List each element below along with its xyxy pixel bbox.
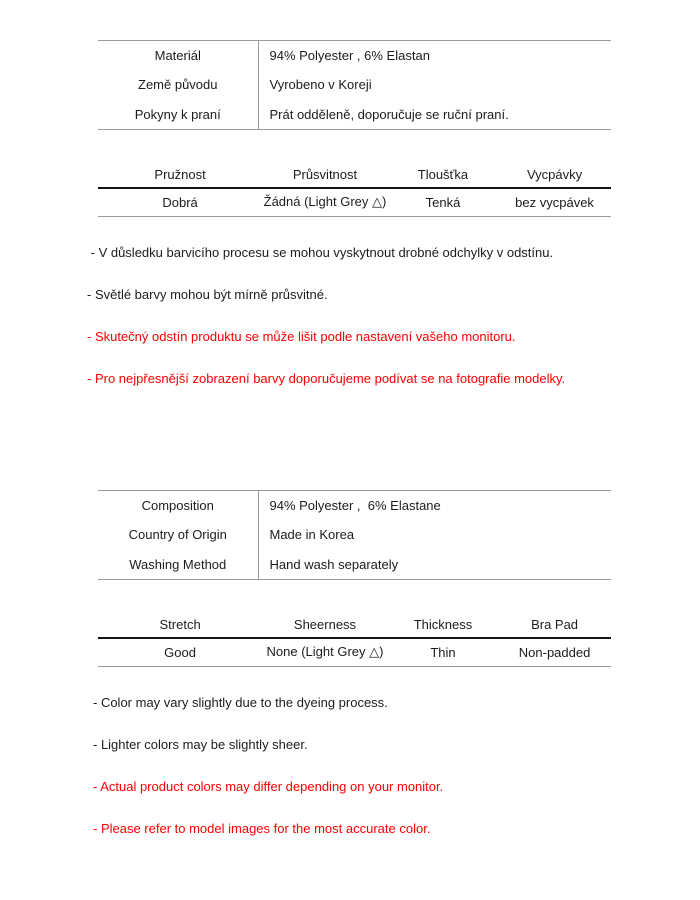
table-row xyxy=(98,41,611,71)
spec-table-en xyxy=(98,612,611,668)
fabric-info-table-cs xyxy=(98,40,611,130)
note: - Skutečný odstín produktu se může lišit podle nastavení vašeho monitoru. xyxy=(87,329,516,344)
spec-header: Průsvitnost xyxy=(262,162,388,188)
product-info-section-czech xyxy=(87,40,611,387)
product-info-content xyxy=(87,0,611,837)
table-row xyxy=(98,638,611,667)
spec-value: None (Light Grey △) xyxy=(266,644,384,660)
spec-value: Tenká xyxy=(425,194,461,210)
info-label: Country of Origin xyxy=(128,527,227,543)
notes-cs xyxy=(87,244,611,387)
spec-value: Thin xyxy=(430,644,456,660)
info-label: Pokyny k praní xyxy=(134,106,221,122)
table-row xyxy=(98,520,611,550)
fabric-info-table-en xyxy=(98,490,611,580)
note: - V důsledku barvicího procesu se mohou vyskytnout drobné odchylky v odstínu. xyxy=(87,245,554,260)
spec-value: Non-padded xyxy=(518,644,591,660)
table-row xyxy=(98,491,611,521)
note: - Please refer to model images for the most accurate color. xyxy=(93,821,431,836)
note: - Světlé barvy mohou být mírně průsvitné. xyxy=(87,287,328,302)
spec-value: Dobrá xyxy=(162,194,198,210)
info-value: Hand wash separately xyxy=(258,550,611,580)
spec-header: Pružnost xyxy=(98,162,262,188)
info-value: Made in Korea xyxy=(258,520,611,550)
spec-header: Thickness xyxy=(388,612,498,638)
info-label: Composition xyxy=(141,498,214,513)
info-value: Vyrobeno v Koreji xyxy=(258,70,611,100)
spec-value: Žádná (Light Grey △) xyxy=(263,194,387,210)
info-value: Prát odděleně, doporučuje se ruční praní. xyxy=(258,100,611,130)
info-label: Země původu xyxy=(138,77,218,93)
spec-value: bez vycpávek xyxy=(515,194,594,210)
spec-header: Sheerness xyxy=(262,612,388,638)
spec-value: Good xyxy=(164,644,196,660)
info-value: 94% Polyester , 6% Elastane xyxy=(258,491,611,521)
notes-en xyxy=(93,694,611,837)
table-row xyxy=(98,188,611,217)
note: - Lighter colors may be slightly sheer. xyxy=(93,737,308,752)
product-info-section-english xyxy=(93,490,611,837)
info-value: 94% Polyester , 6% Elastan xyxy=(258,41,611,71)
spec-table-cs xyxy=(98,162,611,218)
spec-header: Vycpávky xyxy=(498,162,611,188)
info-label: Washing Method xyxy=(129,556,227,572)
spec-header: Bra Pad xyxy=(498,612,611,638)
note: - Pro nejpřesnější zobrazení barvy doporučujeme podívat se na fotografie modelky. xyxy=(87,371,566,386)
table-row xyxy=(98,70,611,100)
info-label: Materiál xyxy=(154,48,201,63)
table-row xyxy=(98,612,611,638)
table-row xyxy=(98,550,611,580)
note: - Actual product colors may differ depending on your monitor. xyxy=(93,779,444,794)
table-row xyxy=(98,162,611,188)
spec-header: Stretch xyxy=(98,612,262,638)
spec-header: Tloušťka xyxy=(388,162,498,188)
note: - Color may vary slightly due to the dyeing process. xyxy=(93,695,388,710)
table-row xyxy=(98,100,611,130)
